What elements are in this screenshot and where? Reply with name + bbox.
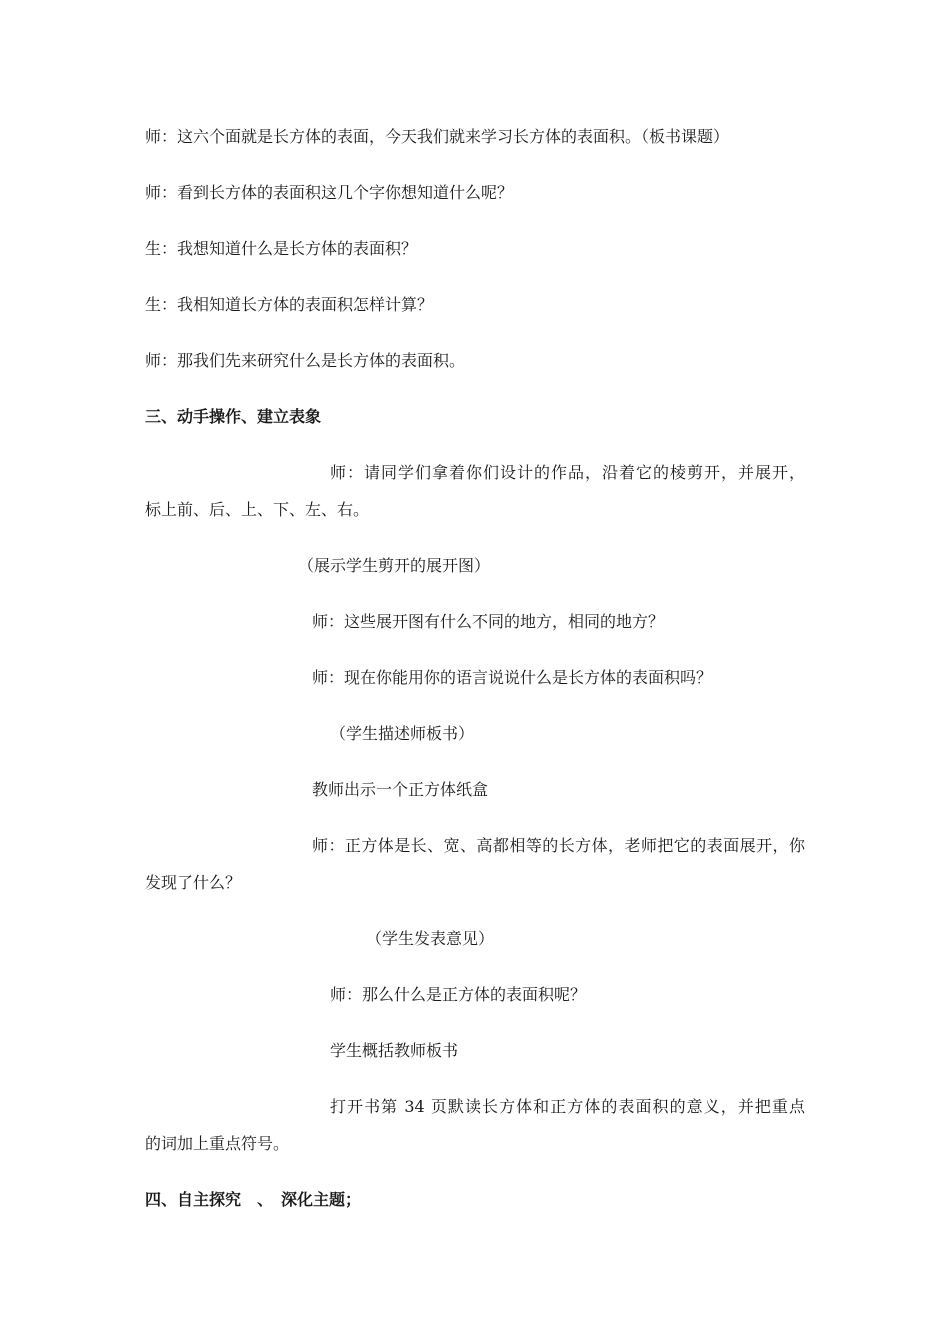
section-heading: 四、自主探究 、 深化主题； [145,1190,362,1209]
paragraph: （学生描述师板书） [330,724,475,743]
paragraph: （展示学生剪开的展开图） [298,556,491,575]
paragraph: 师：这些展开图有什么不同的地方，相同的地方？ [312,612,665,631]
paragraph: 师：现在你能用你的语言说说什么是长方体的表面积吗？ [312,668,713,687]
paragraph: （学生发表意见） [366,929,495,948]
paragraph: 师：正方体是长、宽、高都相等的长方体，老师把它的表面展开，你 [312,836,805,855]
paragraph: 生：我相知道长方体的表面积怎样计算？ [145,295,434,314]
paragraph: 师：看到长方体的表面积这几个字你想知道什么呢？ [145,183,514,202]
paragraph: 学生概括教师板书 [330,1041,459,1060]
paragraph: 生：我想知道什么是长方体的表面积？ [145,239,418,258]
paragraph: 师：这六个面就是长方体的表面，今天我们就来学习长方体的表面积。（板书课题） [145,127,730,146]
paragraph: 的词加上重点符号。 [145,1134,290,1153]
paragraph: 师：请同学们拿着你们设计的作品，沿着它的棱剪开，并展开， [330,463,805,482]
paragraph: 师：那么什么是正方体的表面积呢？ [330,985,587,1004]
paragraph: 师：那我们先来研究什么是长方体的表面积。 [145,351,466,370]
paragraph: 标上前、后、上、下、左、右。 [145,500,370,519]
paragraph: 教师出示一个正方体纸盒 [312,780,489,799]
paragraph: 发现了什么？ [145,873,242,892]
paragraph: 打开书第 34 页默读长方体和正方体的表面积的意义，并把重点 [330,1097,805,1116]
section-heading: 三、动手操作、建立表象 [145,407,322,426]
